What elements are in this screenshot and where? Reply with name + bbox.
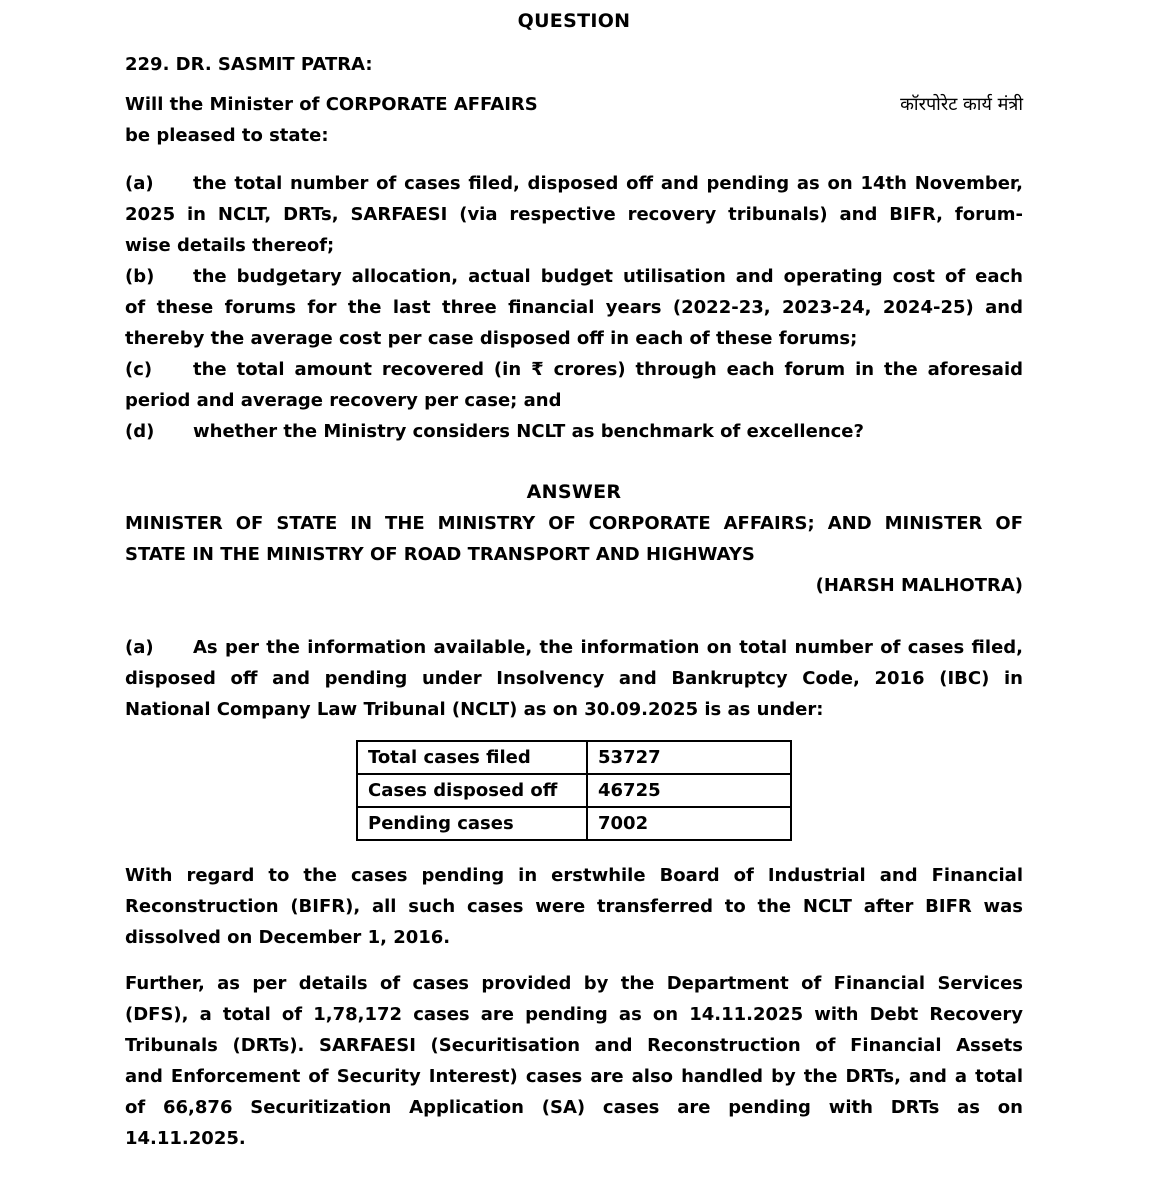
paragraph-line: and Enforcement of Security Interest) cases are also handled by the DRTs, and a total — [125, 1066, 1023, 1087]
answer-line: disposed off and pending under Insolvency and Bankruptcy Code, 2016 (IBC) in — [125, 668, 1023, 689]
answer-line: National Company Law Tribunal (NCLT) as on 30.09.2025 is as under: — [125, 699, 824, 720]
question-heading: QUESTION — [517, 10, 631, 32]
table-cell-value: 46725 — [587, 774, 791, 807]
question-number: 229. DR. SASMIT PATRA: — [125, 54, 373, 75]
paragraph-line: Tribunals (DRTs). SARFAESI (Securitisation and Reconstruction of Financial Assets — [125, 1035, 1023, 1056]
question-item-line: (c) the total amount recovered (in ₹ crores) through each forum in the aforesaid — [125, 354, 1023, 385]
question-item-c — [125, 354, 1023, 416]
table-cell-label: Cases disposed off — [357, 774, 587, 807]
question-item-line: thereby the average cost per case disposed off in each of these forums; — [125, 328, 858, 349]
paragraph-line: Further, as per details of cases provided by the Department of Financial Services — [125, 973, 1023, 994]
state-line: be pleased to state: — [125, 125, 329, 146]
paragraph-line: (DFS), a total of 1,78,172 cases are pending as on 14.11.2025 with Debt Recovery — [125, 1004, 1023, 1025]
table-row — [357, 774, 791, 807]
question-item-line: (a) the total number of cases filed, disposed off and pending as on 14th November, — [125, 168, 1023, 199]
question-item-line: (b) the budgetary allocation, actual budget utilisation and operating cost of each — [125, 261, 1023, 292]
table-row — [357, 741, 791, 774]
table-cell-value: 53727 — [587, 741, 791, 774]
answer-heading: ANSWER — [526, 481, 622, 503]
question-item-line: period and average recovery per case; and — [125, 390, 562, 411]
answer-minister-line: STATE IN THE MINISTRY OF ROAD TRANSPORT AND HIGHWAYS — [125, 544, 755, 565]
table-cell-label: Total cases filed — [357, 741, 587, 774]
question-item-line: of these forums for the last three financial years (2022-23, 2023-24, 2024-25) and — [125, 297, 1023, 318]
paragraph-line: dissolved on December 1, 2016. — [125, 927, 451, 948]
question-item-b — [125, 261, 1023, 354]
question-item-label: (d) — [125, 421, 155, 442]
question-item-label: (a) — [125, 173, 154, 194]
minister-name: (HARSH MALHOTRA) — [815, 575, 1023, 596]
question-item-line: wise details thereof; — [125, 235, 335, 256]
answer-minister — [125, 508, 1023, 570]
question-item-a — [125, 168, 1023, 261]
table-row — [357, 807, 791, 840]
paragraph-line: of 66,876 Securitization Application (SA) cases are pending with DRTs as on — [125, 1097, 1023, 1118]
answer-item-a — [125, 632, 1023, 725]
question-item-label: (b) — [125, 266, 155, 287]
nclt-cases-table — [356, 740, 792, 841]
paragraph-line: Reconstruction (BIFR), all such cases were transferred to the NCLT after BIFR was — [125, 896, 1023, 917]
dfs-paragraph — [125, 968, 1023, 1154]
question-items — [125, 168, 1023, 447]
question-item-line: 2025 in NCLT, DRTs, SARFAESI (via respective recovery tribunals) and BIFR, forum- — [125, 204, 1023, 225]
hindi-title: कॉरपोरेट कार्य मंत्री — [900, 94, 1023, 115]
bifr-paragraph — [125, 860, 1023, 953]
answer-item-label: (a) — [125, 637, 154, 658]
minister-line: Will the Minister of CORPORATE AFFAIRS — [125, 94, 538, 115]
question-item-label: (c) — [125, 359, 153, 380]
question-item-d — [125, 416, 1023, 447]
paragraph-line: With regard to the cases pending in erstwhile Board of Industrial and Financial — [125, 865, 1023, 886]
question-item-line: (d) whether the Ministry considers NCLT as benchmark of excellence? — [125, 416, 1023, 447]
table-cell-value: 7002 — [587, 807, 791, 840]
answer-minister-line: MINISTER OF STATE IN THE MINISTRY OF CORPORATE AFFAIRS; AND MINISTER OF — [125, 513, 1023, 534]
paragraph-line: 14.11.2025. — [125, 1128, 246, 1149]
answer-line: (a) As per the information available, the information on total number of cases filed, — [125, 632, 1023, 663]
table-cell-label: Pending cases — [357, 807, 587, 840]
